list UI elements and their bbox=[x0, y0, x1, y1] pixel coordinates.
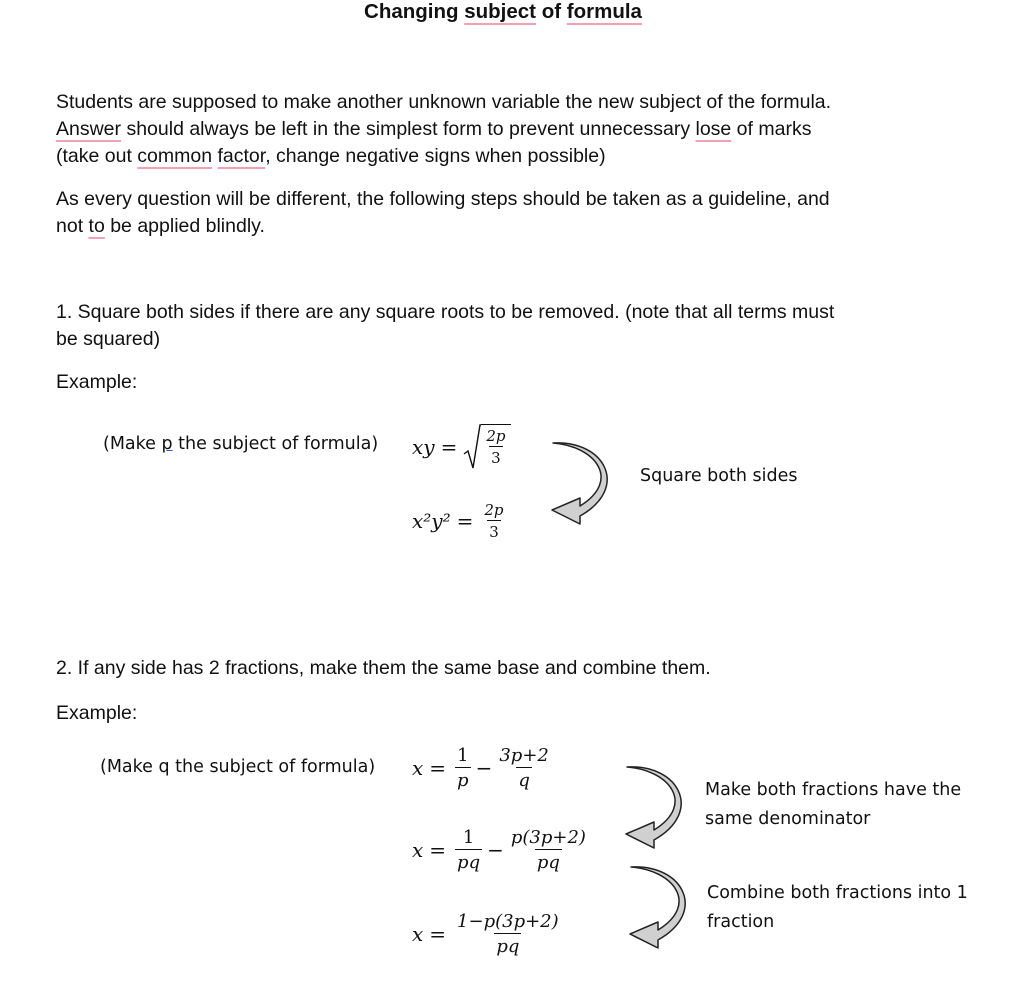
guideline-rest: be applied blindly. bbox=[104, 215, 265, 237]
curved-arrow-icon bbox=[624, 766, 686, 850]
intro-paragraph bbox=[56, 89, 956, 170]
step2-eq2-lhs: x bbox=[412, 838, 424, 862]
step2-eq1-lhs: x bbox=[412, 756, 424, 780]
step2-eq3-fraction bbox=[455, 911, 561, 957]
step2-eq1-fraction-2 bbox=[497, 745, 551, 791]
title-word-formula: formula bbox=[566, 0, 642, 23]
intro-line-3-end: , change negative signs when possible) bbox=[265, 145, 606, 167]
step2-note-2 bbox=[707, 879, 968, 937]
intro-line-2 bbox=[56, 116, 956, 143]
intro-line-2-end: of marks bbox=[731, 118, 812, 140]
step2-eq3-lhs: x bbox=[412, 922, 424, 946]
step2-eq2-minus: − bbox=[487, 838, 504, 862]
step2-eq2-f2-numerator: p(3p+2) bbox=[510, 827, 586, 848]
step2-note-1-line-2: same denominator bbox=[705, 809, 871, 829]
intro-line-3-start: (take out bbox=[56, 145, 138, 167]
step1-equation-2 bbox=[412, 498, 509, 544]
page-title bbox=[0, 0, 1006, 24]
step2-note-2-line-2: fraction bbox=[707, 912, 775, 932]
step1-instruction bbox=[103, 434, 378, 454]
step2-note-1-line-1: Make both fractions have the bbox=[705, 780, 962, 800]
word-to: to bbox=[88, 215, 105, 237]
guideline-line-1: As every question will be different, the following steps should be taken as a guideline, and bbox=[56, 188, 830, 210]
step2-eq2-equals: = bbox=[429, 838, 447, 862]
step2-eq1-equals: = bbox=[429, 756, 447, 780]
step1-eq2-denominator: 3 bbox=[487, 520, 501, 541]
step2-note-2-line-1: Combine both fractions into 1 bbox=[707, 883, 968, 903]
step1-eq2-equals: = bbox=[456, 509, 474, 533]
step2-eq1-f1-numerator: 1 bbox=[457, 745, 469, 766]
step2-eq2-f1-denominator: pq bbox=[455, 849, 482, 873]
step2-eq1-f2-numerator: 3p+2 bbox=[499, 745, 549, 766]
step2-eq1-fraction-1 bbox=[455, 745, 471, 791]
step2-example-label: Example: bbox=[56, 702, 138, 724]
step2-eq1-f2-denominator: q bbox=[516, 767, 532, 791]
title-word-changing: Changing bbox=[364, 0, 459, 23]
step2-equation-1 bbox=[412, 742, 554, 794]
step1-eq1-fraction bbox=[481, 424, 510, 470]
step2-eq1-minus: − bbox=[475, 756, 493, 780]
radical-sign bbox=[463, 424, 481, 470]
intro-line-1: Students are supposed to make another unknown variable the new subject of the formula. bbox=[56, 91, 832, 113]
title-word-of: of bbox=[541, 0, 562, 23]
step2-eq2-f2-denominator: pq bbox=[535, 849, 562, 873]
square-root bbox=[463, 424, 510, 470]
curved-arrow-icon bbox=[628, 862, 690, 946]
step1-eq1-denominator: 3 bbox=[489, 446, 503, 467]
step1-eq1-numerator: 2p bbox=[486, 427, 506, 445]
word-common: common bbox=[137, 145, 213, 167]
step2-equation-3 bbox=[412, 908, 564, 960]
step1-eq1-lhs: xy bbox=[412, 435, 435, 459]
step2-eq3-equals: = bbox=[429, 922, 447, 946]
intro-line-2-text: should always be left in the simplest form to prevent unnecessary bbox=[121, 118, 696, 140]
step2-instruction: (Make q the subject of formula) bbox=[100, 757, 376, 777]
step1-heading bbox=[56, 299, 956, 353]
step2-eq3-denominator: pq bbox=[494, 933, 521, 957]
step2-eq3-numerator: 1−p(3p+2) bbox=[457, 911, 559, 932]
step1-eq1-equals: = bbox=[440, 435, 458, 459]
step1-example-label: Example: bbox=[56, 371, 138, 393]
step1-eq2-fraction bbox=[482, 501, 505, 541]
step1-instruction-start: (Make bbox=[103, 434, 162, 454]
step2-eq2-fraction-1 bbox=[455, 827, 482, 873]
step1-eq2-numerator: 2p bbox=[484, 501, 504, 519]
word-factor: factor bbox=[217, 145, 266, 167]
guideline-line-2 bbox=[56, 213, 956, 240]
step2-heading: 2. If any side has 2 fractions, make them the same base and combine them. bbox=[56, 657, 711, 679]
step1-arrow-note: Square both sides bbox=[640, 466, 798, 486]
step2-note-1 bbox=[705, 776, 961, 834]
step1-equation-1 bbox=[412, 424, 511, 470]
guideline-not: not bbox=[56, 215, 89, 237]
curved-arrow-icon bbox=[550, 444, 612, 528]
word-answer: Answer bbox=[56, 118, 122, 140]
title-word-subject: subject bbox=[464, 0, 537, 23]
word-lose: lose bbox=[695, 118, 732, 140]
intro-line-3 bbox=[56, 143, 956, 170]
step1-eq2-lhs: x²y² bbox=[412, 509, 451, 533]
step1-heading-line-2: be squared) bbox=[56, 328, 161, 350]
step1-instruction-end: the subject of formula) bbox=[172, 434, 379, 454]
step2-eq2-fraction-2 bbox=[509, 827, 588, 873]
step1-heading-line-1: 1. Square both sides if there are any square roots to be removed. (note that all terms must bbox=[56, 301, 835, 323]
step2-eq1-f1-denominator: p bbox=[455, 767, 471, 791]
step2-eq2-f1-numerator: 1 bbox=[462, 827, 475, 848]
guideline-paragraph bbox=[56, 186, 956, 240]
step2-equation-2 bbox=[412, 824, 591, 876]
step1-instruction-p: p bbox=[161, 434, 173, 454]
